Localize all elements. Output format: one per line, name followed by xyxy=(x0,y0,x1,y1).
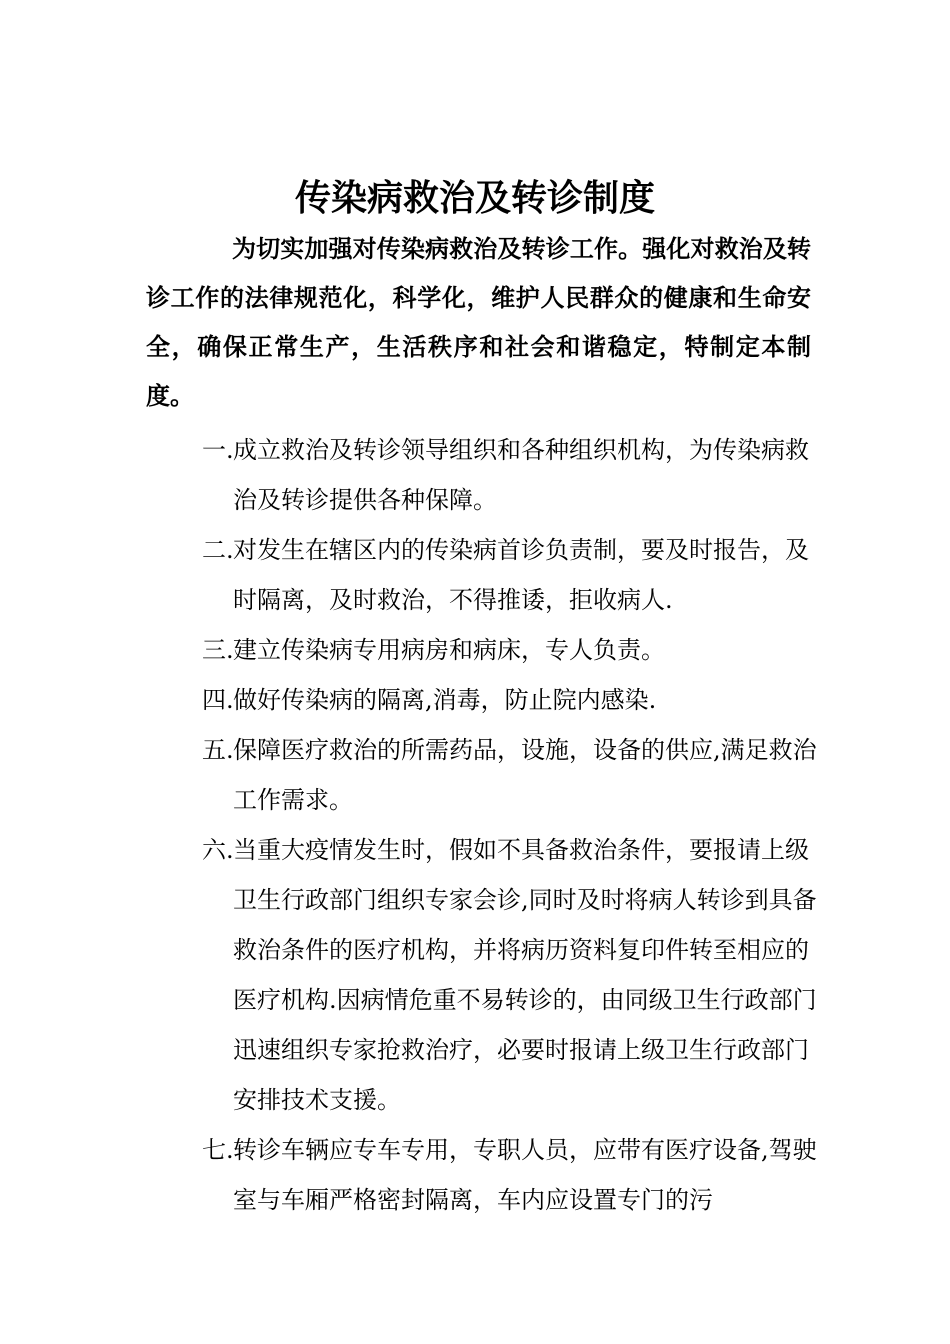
list-item xyxy=(202,725,817,825)
page-title: 传染病救治及转诊制度 xyxy=(294,178,655,219)
item-text: 保障医疗救治的所需药品，设施，设备的供应,满足救治工作需求。 xyxy=(233,736,817,814)
item-text: 当重大疫情发生时，假如不具备救治条件，要报请上级卫生行政部门组织专家会诊,同时及时将病人转诊到具备救治条件的医疗机构，并将病历资料复印件转至相应的医疗机构.因病情危重不易转诊的，由同级卫生行政部门迅速组织专家抢救治疗，必要时报请上级卫生行政部门安排技术支援。 xyxy=(233,836,817,1114)
list-item xyxy=(202,675,817,725)
item-number: 五. xyxy=(202,736,234,764)
item-number: 六. xyxy=(202,836,234,864)
item-number: 一. xyxy=(202,436,234,464)
list-item xyxy=(202,825,817,1125)
intro-paragraph: 为切实加强对传染病救治及转诊工作。强化对救治及转诊工作的法律规范化，科学化，维护人民群众的健康和生命安全，确保正常生产，生活秩序和社会和谐稳定，特制定本制度。 xyxy=(146,235,811,410)
item-number: 二. xyxy=(202,536,234,564)
item-text: 做好传染病的隔离,消毒，防止院内感染. xyxy=(233,686,657,714)
list-item xyxy=(202,425,817,525)
list-item xyxy=(202,525,817,625)
item-number: 三. xyxy=(202,636,234,664)
item-text: 转诊车辆应专车专用，专职人员，应带有医疗设备,驾驶室与车厢严格密封隔离，车内应设置专门的污 xyxy=(233,1136,817,1214)
regulation-list xyxy=(202,425,817,1225)
item-number: 四. xyxy=(202,686,234,714)
item-text: 对发生在辖区内的传染病首诊负责制，要及时报告，及时隔离，及时救治，不得推诿，拒收病人. xyxy=(233,536,809,614)
item-text: 成立救治及转诊领导组织和各种组织机构，为传染病救治及转诊提供各种保障。 xyxy=(233,436,809,514)
item-text: 建立传染病专用病房和病床，专人负责。 xyxy=(233,636,665,664)
item-number: 七. xyxy=(202,1136,234,1164)
list-item xyxy=(202,625,817,675)
list-item xyxy=(202,1125,817,1225)
